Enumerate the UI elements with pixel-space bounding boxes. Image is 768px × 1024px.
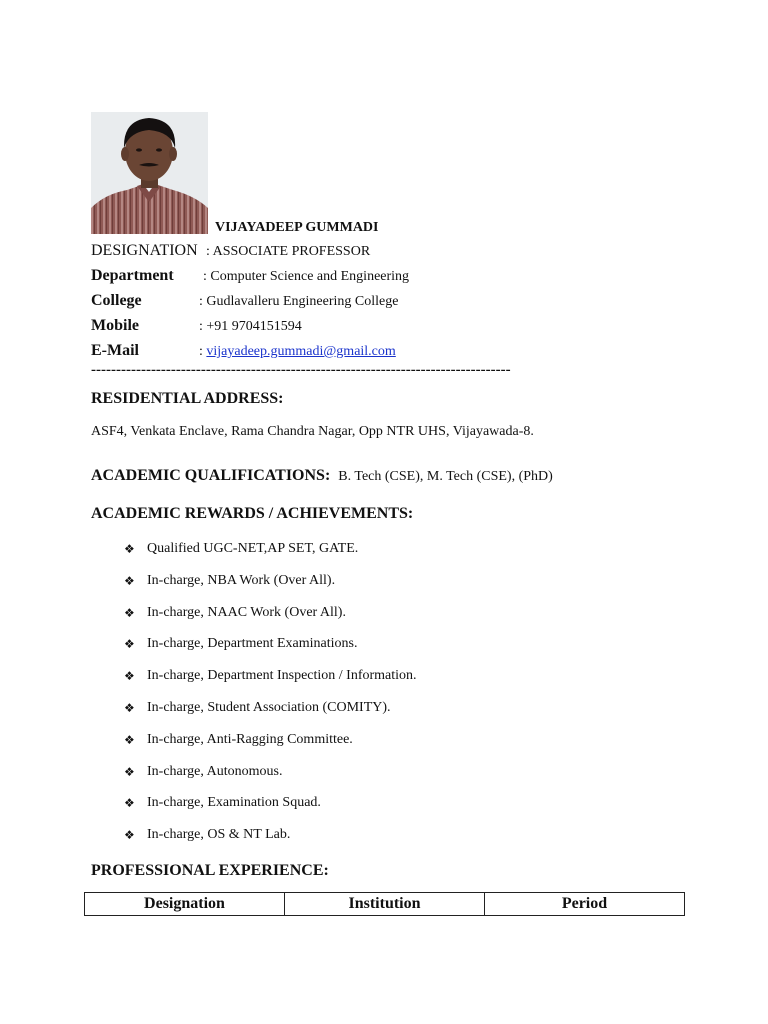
diamond-bullet-icon: ❖ (124, 542, 135, 556)
professional-experience-heading: PROFESSIONAL EXPERIENCE: (91, 862, 329, 879)
designation-value: : ASSOCIATE PROFESSOR (206, 244, 371, 259)
achievements-heading: ACADEMIC REWARDS / ACHIEVEMENTS: (91, 505, 414, 522)
list-item: ❖ In-charge, Anti-Ragging Committee. (124, 731, 353, 747)
diamond-bullet-icon: ❖ (124, 669, 135, 684)
column-header-institution: Institution (285, 893, 485, 916)
residential-address-heading: RESIDENTIAL ADDRESS: (91, 390, 284, 407)
college-label: College (91, 292, 142, 309)
experience-table (84, 892, 685, 916)
list-item: ❖ In-charge, NAAC Work (Over All). (124, 604, 346, 620)
diamond-bullet-icon: ❖ (124, 637, 135, 652)
list-item: ❖ In-charge, NBA Work (Over All). (124, 572, 336, 588)
email-link[interactable]: vijayadeep.gummadi@gmail.com (206, 344, 396, 359)
email-prefix: : (199, 344, 207, 359)
diamond-bullet-icon: ❖ (124, 764, 135, 779)
email-label: E-Mail (91, 342, 139, 359)
achievements-list (124, 540, 417, 858)
diamond-bullet-icon: ❖ (124, 796, 135, 811)
list-item: ❖ In-charge, Department Examinations. (124, 636, 358, 652)
column-header-designation: Designation (85, 893, 285, 916)
diamond-bullet-icon: ❖ (124, 700, 135, 715)
college-value: : Gudlavalleru Engineering College (199, 294, 399, 309)
list-item: ❖ Qualified UGC-NET,AP SET, GATE. (124, 541, 359, 556)
mobile-value: : +91 9704151594 (199, 319, 302, 334)
diamond-bullet-icon: ❖ (124, 732, 135, 747)
department-value: : Computer Science and Engineering (203, 269, 410, 284)
academic-qualifications-heading (91, 467, 553, 485)
separator-line: ------------------------------------------------------------------------------------ (91, 362, 511, 378)
residential-address-text: ASF4, Venkata Enclave, Rama Chandra Nagar, Opp NTR UHS, Vijayawada-8. (91, 424, 534, 439)
list-item: ❖ In-charge, Examination Squad. (124, 795, 321, 811)
designation-label: DESIGNATION (91, 242, 198, 259)
department-label: Department (91, 267, 174, 284)
list-item: ❖ In-charge, OS & NT Lab. (124, 827, 291, 843)
academic-qualifications-label: ACADEMIC QUALIFICATIONS: (91, 467, 331, 484)
diamond-bullet-icon: ❖ (124, 573, 135, 588)
column-header-period: Period (485, 893, 685, 916)
mobile-label: Mobile (91, 317, 139, 334)
list-item: ❖ In-charge, Student Association (COMITY). (124, 699, 391, 715)
diamond-bullet-icon: ❖ (124, 828, 135, 843)
list-item: ❖ In-charge, Department Inspection / Information. (124, 668, 417, 684)
academic-qualifications-value: B. Tech (CSE), M. Tech (CSE), (PhD) (338, 469, 553, 484)
diamond-bullet-icon: ❖ (124, 605, 135, 620)
list-item: ❖ In-charge, Autonomous. (124, 763, 283, 779)
email-value-wrapper (199, 344, 396, 360)
profile-photo (91, 112, 208, 234)
table-header-row (85, 893, 685, 916)
candidate-name: VIJAYADEEP GUMMADI (215, 220, 379, 235)
